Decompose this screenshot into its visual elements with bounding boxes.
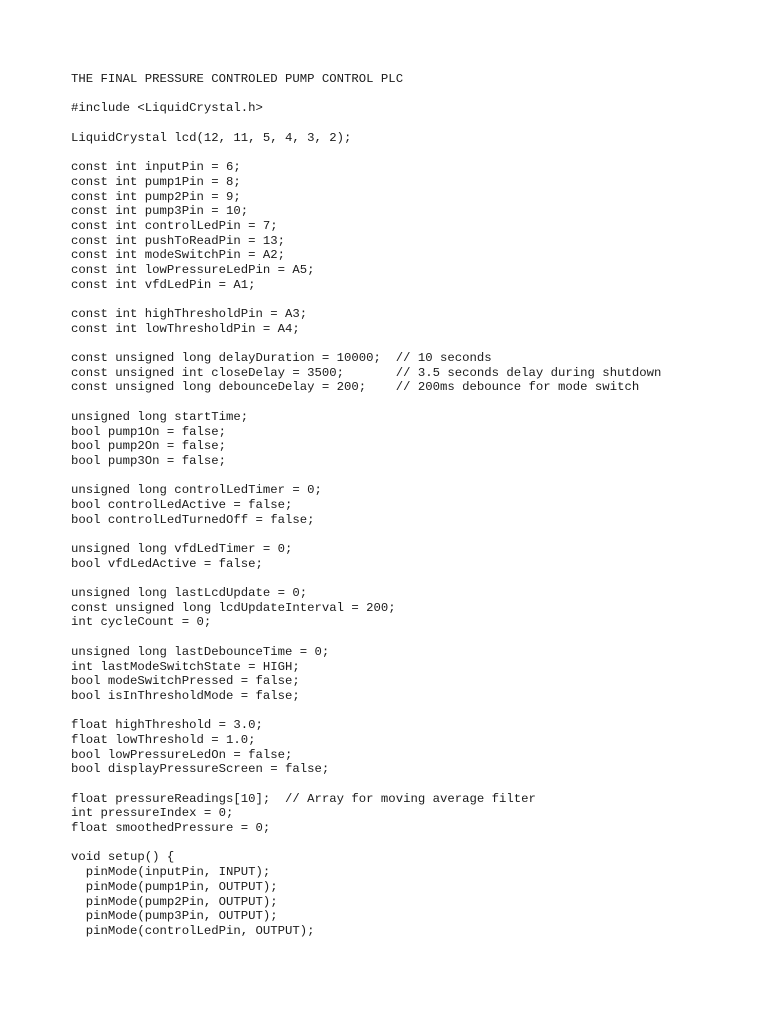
code-line: pinMode(pump1Pin, OUTPUT); — [71, 879, 278, 894]
code-line: const unsigned long debounceDelay = 200; // 200ms debounce for mode switch — [71, 380, 640, 395]
code-line: const int inputPin = 6; — [71, 160, 241, 175]
code-line: const int pump3Pin = 10; — [71, 204, 249, 219]
code-line: int cycleCount = 0; — [71, 615, 212, 630]
document-title: THE FINAL PRESSURE CONTROLED PUMP CONTROL PLC — [71, 72, 404, 86]
code-line: const int modeSwitchPin = A2; — [71, 248, 286, 263]
blank-line — [71, 145, 761, 160]
code-line: const int lowThresholdPin = A4; — [71, 321, 300, 336]
blank-line — [71, 836, 761, 851]
code-line: bool isInThresholdMode = false; — [71, 688, 300, 703]
code-line: const int vfdLedPin = A1; — [71, 277, 256, 292]
document-page — [71, 72, 761, 939]
blank-line — [71, 336, 761, 351]
code-line: #include <LiquidCrystal.h> — [71, 101, 263, 116]
blank-line — [71, 777, 761, 792]
code-line: bool lowPressureLedOn = false; — [71, 747, 293, 762]
code-line: bool modeSwitchPressed = false; — [71, 674, 300, 689]
code-line: int lastModeSwitchState = HIGH; — [71, 659, 300, 674]
code-line: int pressureIndex = 0; — [71, 806, 234, 821]
code-line: void setup() { — [71, 850, 175, 865]
code-line: bool pump2On = false; — [71, 439, 226, 454]
code-line: float smoothedPressure = 0; — [71, 821, 271, 836]
code-line: LiquidCrystal lcd(12, 11, 5, 4, 3, 2); — [71, 130, 352, 145]
code-line: const int pushToReadPin = 13; — [71, 233, 286, 248]
code-line: unsigned long lastDebounceTime = 0; — [71, 644, 330, 659]
code-line: float pressureReadings[10]; // Array for moving average filter — [71, 791, 536, 806]
code-line: const int pump1Pin = 8; — [71, 174, 241, 189]
code-line: const unsigned int closeDelay = 3500; // 3.5 seconds delay during shutdown — [71, 365, 662, 380]
code-line: pinMode(pump3Pin, OUTPUT); — [71, 909, 278, 924]
blank-line — [71, 395, 761, 410]
code-line: unsigned long startTime; — [71, 409, 249, 424]
code-line: unsigned long lastLcdUpdate = 0; — [71, 586, 308, 601]
code-line: bool vfdLedActive = false; — [71, 556, 263, 571]
code-line: const int highThresholdPin = A3; — [71, 307, 308, 321]
code-line: const unsigned long lcdUpdateInterval = 200; — [71, 600, 396, 615]
code-line: bool controlLedActive = false; — [71, 497, 293, 512]
code-line: pinMode(pump2Pin, OUTPUT); — [71, 894, 278, 909]
code-listing — [71, 72, 761, 939]
blank-line — [71, 630, 761, 645]
code-line: unsigned long vfdLedTimer = 0; — [71, 542, 293, 556]
code-line: const int controlLedPin = 7; — [71, 218, 278, 233]
blank-line — [71, 527, 761, 542]
code-line: float lowThreshold = 1.0; — [71, 732, 256, 747]
blank-line — [71, 704, 761, 719]
blank-line — [71, 87, 761, 102]
blank-line — [71, 571, 761, 586]
code-line: const int pump2Pin = 9; — [71, 189, 241, 204]
code-line: unsigned long controlLedTimer = 0; — [71, 483, 322, 498]
blank-line — [71, 292, 761, 307]
code-line: pinMode(controlLedPin, OUTPUT); — [71, 923, 315, 938]
code-line: const int lowPressureLedPin = A5; — [71, 262, 315, 277]
code-line: bool controlLedTurnedOff = false; — [71, 512, 315, 527]
code-line: bool displayPressureScreen = false; — [71, 762, 330, 777]
code-line: pinMode(inputPin, INPUT); — [71, 865, 271, 880]
code-line: bool pump3On = false; — [71, 453, 226, 468]
blank-line — [71, 469, 761, 484]
blank-line — [71, 116, 761, 131]
code-line: float highThreshold = 3.0; — [71, 718, 263, 733]
code-line: bool pump1On = false; — [71, 424, 226, 439]
code-line: const unsigned long delayDuration = 10000; // 10 seconds — [71, 351, 492, 366]
